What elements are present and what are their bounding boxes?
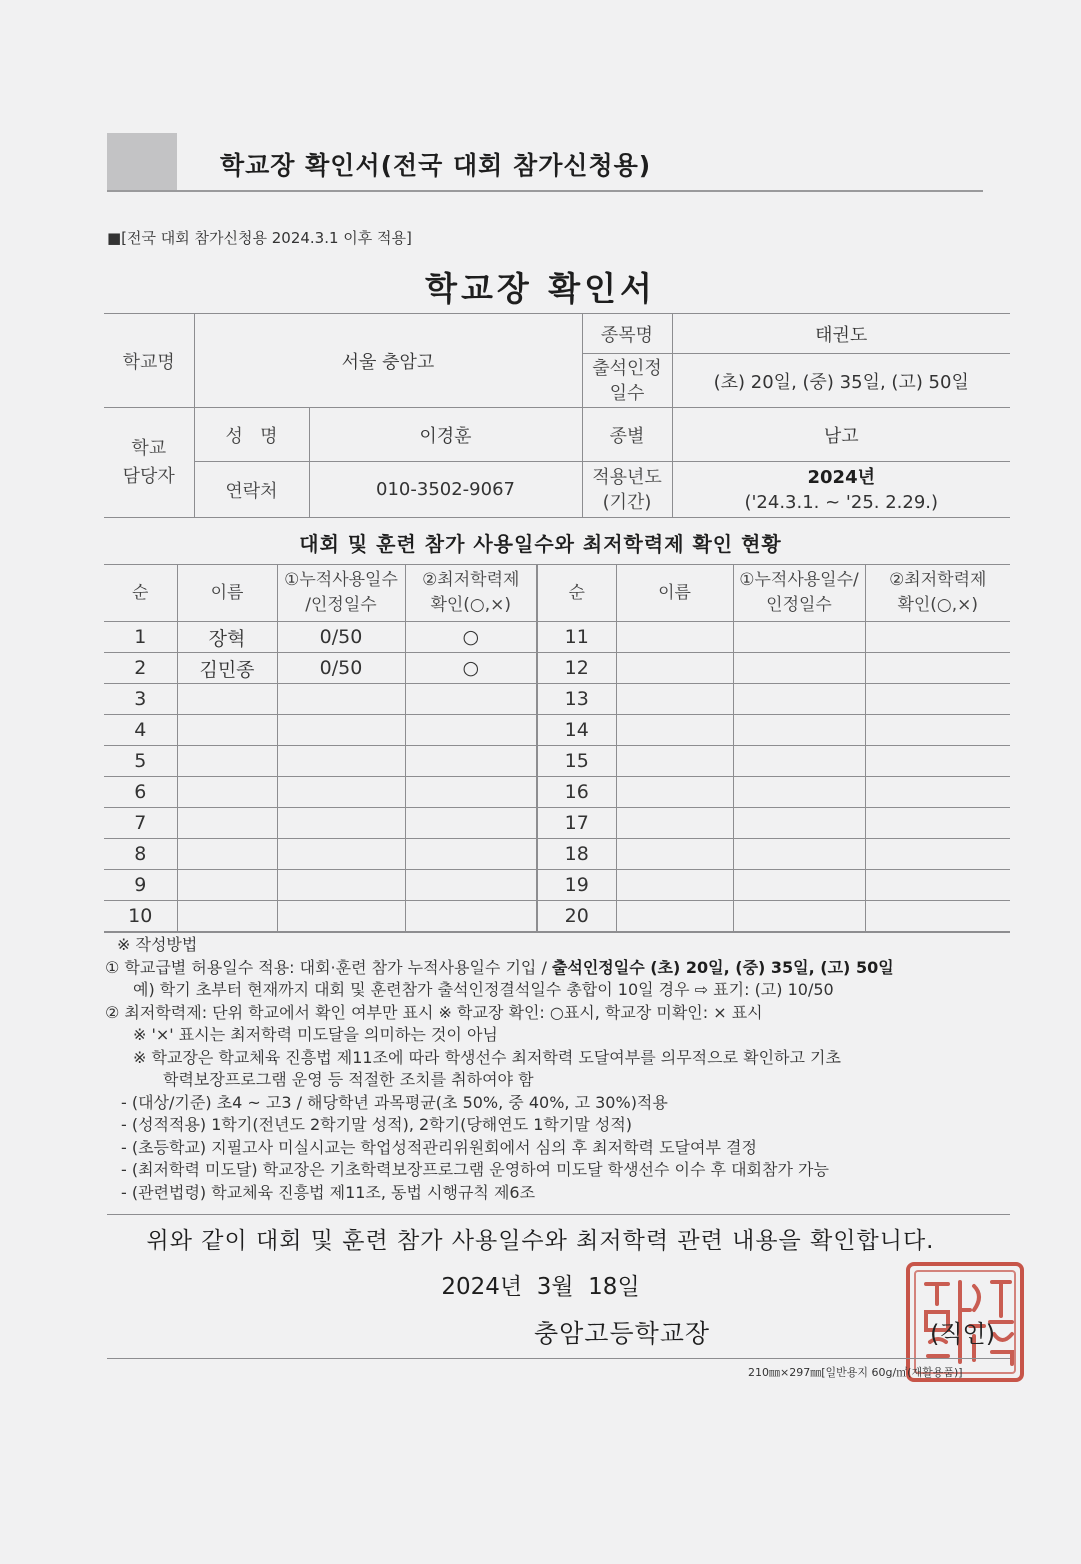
row-no-2: 19 — [537, 870, 616, 901]
row-check — [405, 901, 537, 933]
school-label: 학교명 — [104, 314, 194, 408]
row-name-2 — [616, 684, 733, 715]
row-days — [277, 715, 405, 746]
row-check-2 — [865, 808, 1010, 839]
note-2-x: ※ '×' 표시는 최저학력 미도달을 의미하는 것이 아님 — [133, 1025, 498, 1044]
date-text: 2024년 3월 18일 — [441, 1274, 640, 1300]
header-rule — [107, 190, 983, 192]
table-row — [104, 653, 1010, 684]
manager-label: 학교 담당자 — [104, 408, 194, 518]
row-check — [405, 870, 537, 901]
note-1-bold: 출석인정일수 (초) 20일, (중) 35일, (고) 50일 — [551, 957, 894, 977]
row-days-2 — [733, 684, 865, 715]
row-name-2 — [616, 777, 733, 808]
section-title: 대회 및 훈련 참가 사용일수와 최저학력제 확인 현황 — [299, 532, 782, 556]
detail-3: - (초등학교) 지필고사 미실시교는 학업성적관리위원회에서 심의 후 최저학력 도달여부 결정 — [121, 1137, 757, 1157]
row-days — [277, 870, 405, 901]
detail-4: - (최저학력 미도달) 학교장은 기초학력보장프로그램 운영하여 미도달 학생선수 이수 후 대회참가 가능 — [121, 1160, 829, 1179]
note-1-example: 예) 학기 초부터 현재까지 대회 및 훈련참가 출석인정결석일수 총합이 10일 경우 ⇨ 표기: (고) 10/50 — [133, 980, 834, 999]
row-no-2: 11 — [537, 622, 616, 653]
notes-heading: ※ 작성방법 — [117, 935, 198, 954]
row-name-2 — [616, 901, 733, 933]
row-name — [177, 746, 277, 777]
category-value: 남고 — [672, 408, 1010, 462]
row-days-2 — [733, 870, 865, 901]
row-no-2: 15 — [537, 746, 616, 777]
row-no: 9 — [104, 870, 177, 901]
table-row — [104, 808, 1010, 839]
row-no: 8 — [104, 839, 177, 870]
row-check: ○ — [405, 622, 537, 653]
header-no: 순 — [104, 565, 177, 622]
year-cell — [672, 462, 1010, 518]
row-check — [405, 808, 537, 839]
row-name — [177, 777, 277, 808]
row-days-2 — [733, 746, 865, 777]
row-days — [277, 839, 405, 870]
period-value: ('24.3.1. ~ '25. 2.29.) — [744, 491, 939, 513]
row-no-2: 13 — [537, 684, 616, 715]
name-value: 이경훈 — [309, 408, 582, 462]
row-days-2 — [733, 777, 865, 808]
header-check-2: ②최저학력제 확인(○,×) — [865, 565, 1010, 622]
row-check-2 — [865, 715, 1010, 746]
row-no: 6 — [104, 777, 177, 808]
sport-label: 종목명 — [582, 314, 672, 354]
seal-label: (직인) — [930, 1320, 996, 1348]
row-no-2: 18 — [537, 839, 616, 870]
name-label: 성 명 — [194, 408, 309, 462]
header-days: ①누적사용일수 /인정일수 — [277, 565, 405, 622]
row-no-2: 16 — [537, 777, 616, 808]
row-name: 김민종 — [177, 653, 277, 684]
row-no: 10 — [104, 901, 177, 933]
row-days — [277, 777, 405, 808]
header-check: ②최저학력제 확인(○,×) — [405, 565, 537, 622]
confirm-separator — [107, 1214, 1010, 1215]
row-name-2 — [616, 622, 733, 653]
year-value: 2024년 — [807, 466, 875, 488]
row-days-2 — [733, 808, 865, 839]
header-title: 학교장 확인서(전국 대회 참가신청용) — [220, 151, 652, 180]
row-days-2 — [733, 653, 865, 684]
note-2-law-1: ※ 학교장은 학교체육 진흥법 제11조에 따라 학생선수 최저학력 도달여부를 의무적으로 확인하고 기초 — [133, 1047, 841, 1067]
principal-text: 충암고등학교장 — [534, 1319, 711, 1348]
row-name — [177, 870, 277, 901]
row-no-2: 20 — [537, 901, 616, 933]
attendance-value: (초) 20일, (중) 35일, (고) 50일 — [672, 354, 1010, 408]
roster-table — [104, 564, 1010, 933]
row-no: 3 — [104, 684, 177, 715]
category-label: 종별 — [582, 408, 672, 462]
contact-value: 010-3502-9067 — [309, 462, 582, 518]
header-gray-block — [107, 133, 177, 191]
row-name-2 — [616, 715, 733, 746]
row-check-2 — [865, 777, 1010, 808]
row-check — [405, 777, 537, 808]
row-check — [405, 839, 537, 870]
row-name — [177, 715, 277, 746]
row-days: 0/50 — [277, 622, 405, 653]
table-row — [104, 684, 1010, 715]
table-row — [104, 622, 1010, 653]
detail-1: - (대상/기준) 초4 ~ 고3 / 해당학년 과목평균(초 50%, 중 40%, 고 30%)적용 — [121, 1092, 668, 1112]
roster-header-row — [104, 565, 1010, 622]
row-days-2 — [733, 901, 865, 933]
note-2-law-2: 학력보장프로그램 운영 등 적절한 조치를 취하여야 함 — [163, 1070, 534, 1089]
row-days — [277, 684, 405, 715]
note-2: ② 최저학력제: 단위 학교에서 확인 여부만 표시 ※ 학교장 확인: ○표시, 학교장 미확인: × 표시 — [105, 1002, 763, 1022]
table-row — [104, 777, 1010, 808]
row-check — [405, 684, 537, 715]
row-days-2 — [733, 839, 865, 870]
row-check — [405, 746, 537, 777]
row-no: 5 — [104, 746, 177, 777]
contact-label: 연락처 — [194, 462, 309, 518]
row-check-2 — [865, 653, 1010, 684]
row-check-2 — [865, 870, 1010, 901]
row-no-2: 14 — [537, 715, 616, 746]
note-1 — [105, 957, 1015, 980]
row-name — [177, 684, 277, 715]
row-check-2 — [865, 901, 1010, 933]
row-name-2 — [616, 746, 733, 777]
row-days: 0/50 — [277, 653, 405, 684]
row-no: 2 — [104, 653, 177, 684]
row-days-2 — [733, 622, 865, 653]
row-check-2 — [865, 684, 1010, 715]
paper-spec: 210㎜×297㎜[일반용지 60g/㎡(재활용품)] — [748, 1366, 963, 1379]
row-no: 7 — [104, 808, 177, 839]
row-name — [177, 901, 277, 933]
table-row — [104, 870, 1010, 901]
row-no: 4 — [104, 715, 177, 746]
row-no-2: 12 — [537, 653, 616, 684]
header-days-2: ①누적사용일수/ 인정일수 — [733, 565, 865, 622]
table-row — [104, 839, 1010, 870]
table-row — [104, 715, 1010, 746]
attendance-label: 출석인정 일수 — [582, 354, 672, 408]
header-name-2: 이름 — [616, 565, 733, 622]
row-no-2: 17 — [537, 808, 616, 839]
row-no: 1 — [104, 622, 177, 653]
footer-separator — [107, 1358, 1010, 1359]
sport-value: 태권도 — [672, 314, 1010, 354]
row-check-2 — [865, 622, 1010, 653]
school-value: 서울 충암고 — [194, 314, 582, 408]
header-name: 이름 — [177, 565, 277, 622]
info-table — [104, 313, 1010, 518]
row-name-2 — [616, 653, 733, 684]
row-days-2 — [733, 715, 865, 746]
row-days — [277, 808, 405, 839]
detail-2: - (성적적용) 1학기(전년도 2학기말 성적), 2학기(당해연도 1학기말 성적) — [121, 1115, 633, 1134]
row-name-2 — [616, 870, 733, 901]
detail-5: - (관련법령) 학교체육 진흥법 제11조, 동법 시행규칙 제6조 — [121, 1182, 536, 1202]
notes — [105, 934, 1015, 1204]
apply-note: ■[전국 대회 참가신청용 2024.3.1 이후 적용] — [107, 229, 412, 247]
row-check — [405, 715, 537, 746]
row-days — [277, 901, 405, 933]
confirm-text: 위와 같이 대회 및 훈련 참가 사용일수와 최저학력 관련 내용을 확인합니다. — [146, 1228, 935, 1254]
main-title: 학교장 확인서 — [425, 269, 656, 308]
row-check: ○ — [405, 653, 537, 684]
note-1-text: ① 학교급별 허용일수 적용: 대회·훈련 참가 누적사용일수 기입 / — [105, 957, 552, 977]
row-check-2 — [865, 746, 1010, 777]
row-name — [177, 839, 277, 870]
row-name — [177, 808, 277, 839]
table-row — [104, 746, 1010, 777]
table-row — [104, 901, 1010, 933]
row-name-2 — [616, 839, 733, 870]
row-check-2 — [865, 839, 1010, 870]
row-days — [277, 746, 405, 777]
row-name-2 — [616, 808, 733, 839]
header-no-2: 순 — [537, 565, 616, 622]
row-name: 장혁 — [177, 622, 277, 653]
year-label: 적용년도 (기간) — [582, 462, 672, 518]
